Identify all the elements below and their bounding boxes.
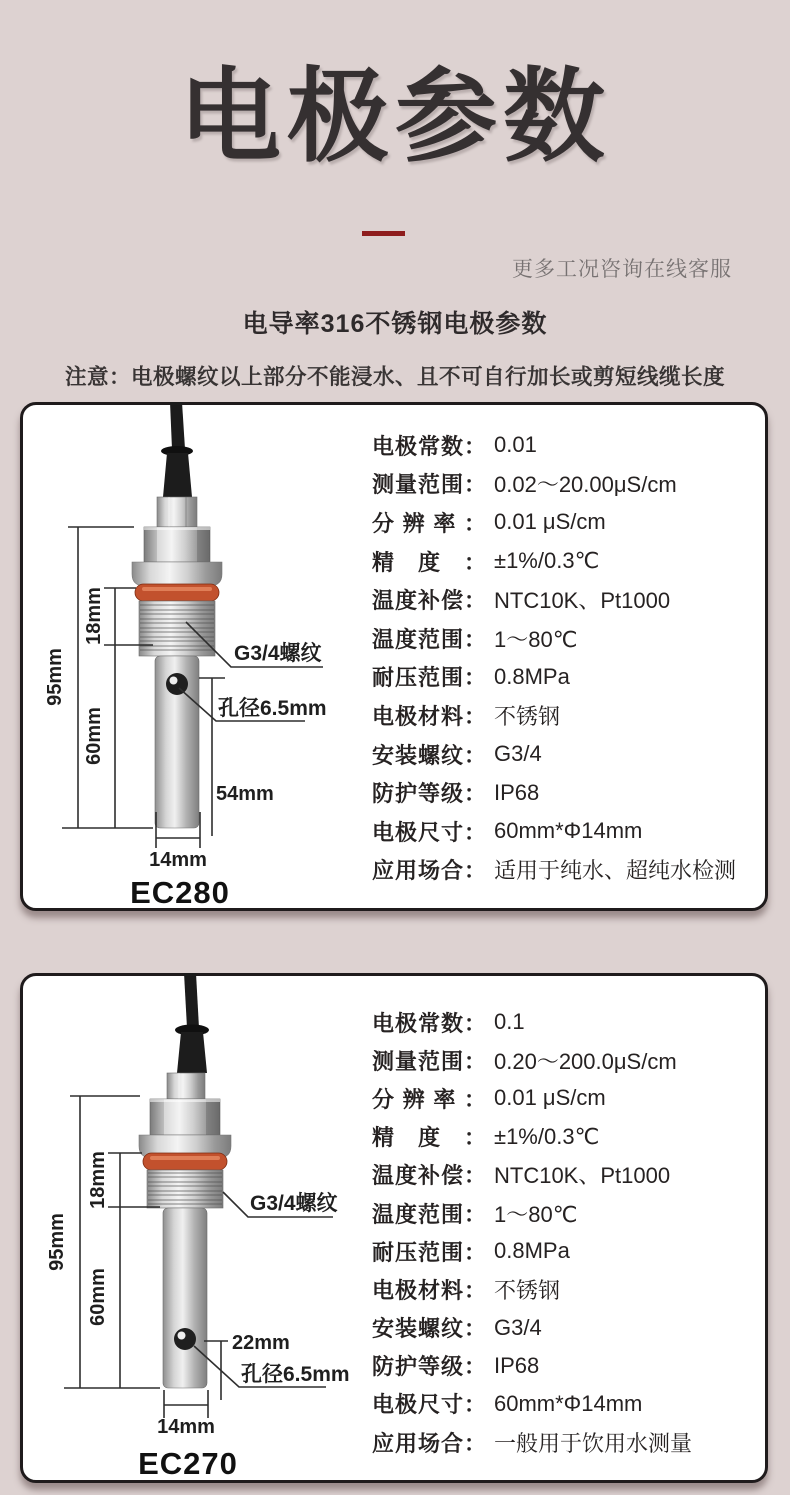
upper-hex	[157, 497, 197, 527]
warning-text: 注意：电极螺纹以上部分不能浸水、且不可自行加长或剪短线缆长度	[64, 365, 725, 389]
model-label: EC270	[138, 1446, 238, 1481]
spec-label: 电极常数：	[372, 1010, 486, 1036]
electrode-photo-ec280	[132, 402, 222, 828]
spec-value: ±1%/0.3℃	[494, 1123, 600, 1149]
strain-relief-boot	[163, 453, 192, 497]
spec-row	[372, 1118, 692, 1156]
spec-row	[372, 1270, 692, 1308]
spec-row	[372, 812, 736, 851]
spec-label: 测量范围：	[372, 1048, 486, 1074]
spec-value: 0.01 μS/cm	[494, 1085, 606, 1111]
spec-value: 1～80℃	[494, 626, 578, 652]
spec-value: 一般用于饮用水测量	[494, 1430, 693, 1456]
probe-body	[163, 1208, 207, 1388]
thread-section	[147, 1170, 223, 1208]
spec-row	[372, 735, 736, 774]
spec-label: 分辨率：	[372, 1086, 486, 1112]
spec-list-ec280	[372, 426, 736, 889]
product-card-ec280	[20, 402, 768, 911]
spec-row	[372, 696, 736, 735]
spec-label: 耐压范围：	[372, 665, 486, 691]
spec-value: 60mm*Φ14mm	[494, 818, 643, 844]
spec-row	[372, 503, 736, 542]
dim-95mm: 95mm	[46, 1213, 68, 1271]
spec-label: 电极常数：	[372, 433, 486, 459]
title-underline-dash	[362, 231, 405, 236]
hole-label: 孔径6.5mm	[218, 697, 327, 720]
spec-row	[372, 773, 736, 812]
dim-18mm: 18mm	[87, 1151, 109, 1209]
thread-label: G3/4螺纹	[234, 642, 322, 665]
spec-label: 测量范围：	[372, 472, 486, 498]
probe-hole	[166, 673, 188, 695]
spec-value: G3/4	[494, 1314, 542, 1340]
spec-row	[372, 1423, 692, 1461]
spec-list-ec270	[372, 1003, 692, 1461]
model-label: EC280	[130, 875, 230, 910]
spec-label: 耐压范围：	[372, 1239, 486, 1265]
spec-label: 精度：	[372, 1125, 486, 1151]
dim-54mm: 54mm	[216, 783, 274, 805]
subtitle: 电导率316不锈钢电极参数	[242, 310, 548, 338]
o-ring	[143, 1153, 227, 1170]
spec-value: 0.02～20.00μS/cm	[494, 472, 677, 498]
spec-row	[372, 619, 736, 658]
spec-value: 不锈钢	[494, 703, 561, 729]
spec-row	[372, 1156, 692, 1194]
spec-label: 分辨率：	[372, 510, 486, 536]
dim-95mm: 95mm	[44, 648, 66, 706]
upper-neck	[167, 1073, 205, 1099]
cable	[184, 973, 199, 1028]
probe-hole	[174, 1328, 196, 1350]
spec-label: 电极材料：	[372, 703, 486, 729]
o-ring	[135, 584, 219, 601]
dim-18mm: 18mm	[83, 587, 105, 645]
dim-60mm: 60mm	[83, 707, 105, 765]
spec-label: 温度范围：	[372, 1201, 486, 1227]
spec-row	[372, 1041, 692, 1079]
spec-label: 防护等级：	[372, 1354, 486, 1380]
spec-label: 电极尺寸：	[372, 1392, 486, 1418]
spec-label: 电极尺寸：	[372, 819, 486, 845]
spec-value: ±1%/0.3℃	[494, 548, 600, 574]
spec-value: 0.20～200.0μS/cm	[494, 1048, 677, 1074]
spec-row	[372, 1232, 692, 1270]
hole-label: 孔径6.5mm	[241, 1363, 350, 1386]
flange	[132, 562, 222, 586]
spec-label: 温度补偿：	[372, 1163, 486, 1189]
electrode-photo-ec270	[139, 973, 231, 1388]
dim-22mm: 22mm	[232, 1332, 290, 1354]
spec-value: 0.01	[494, 432, 537, 458]
spec-label: 精度：	[372, 549, 486, 575]
spec-row	[372, 1385, 692, 1423]
spec-row	[372, 542, 736, 581]
spec-label: 电极材料：	[372, 1277, 486, 1303]
spec-label: 温度范围：	[372, 626, 486, 652]
spec-row	[372, 1079, 692, 1117]
spec-label: 应用场合：	[372, 1430, 486, 1456]
service-note: 更多工况咨询在线客服	[512, 258, 732, 281]
spec-value: 0.8MPa	[494, 1238, 570, 1264]
spec-row	[372, 1003, 692, 1041]
spec-value: 0.01 μS/cm	[494, 509, 606, 535]
dim-60mm: 60mm	[87, 1268, 109, 1326]
spec-label: 防护等级：	[372, 781, 486, 807]
spec-value: 0.1	[494, 1009, 525, 1035]
spec-value: 60mm*Φ14mm	[494, 1390, 643, 1416]
strain-relief-boot	[177, 1032, 207, 1073]
spec-row	[372, 580, 736, 619]
spec-label: 温度补偿：	[372, 588, 486, 614]
cable	[170, 402, 185, 449]
product-card-ec270	[20, 973, 768, 1483]
spec-value: IP68	[494, 1352, 540, 1378]
dim-14mm: 14mm	[149, 849, 207, 871]
spec-row	[372, 851, 736, 890]
spec-label: 安装螺纹：	[372, 742, 486, 768]
spec-value: G3/4	[494, 741, 542, 767]
dim-14mm: 14mm	[157, 1416, 215, 1438]
spec-row	[372, 1194, 692, 1232]
spec-row	[372, 1347, 692, 1385]
spec-value: 适用于纯水、超纯水检测	[494, 858, 737, 884]
thread-label: G3/4螺纹	[250, 1192, 338, 1215]
spec-row	[372, 426, 736, 465]
page-title: 电极参数	[179, 60, 611, 174]
spec-row	[372, 658, 736, 697]
spec-value: 1～80℃	[494, 1201, 578, 1227]
spec-row	[372, 1309, 692, 1347]
spec-row	[372, 465, 736, 504]
spec-value: NTC10K、Pt1000	[494, 1163, 671, 1189]
spec-label: 安装螺纹：	[372, 1316, 486, 1342]
spec-value: 不锈钢	[494, 1277, 561, 1303]
spec-value: 0.8MPa	[494, 663, 570, 689]
spec-value: IP68	[494, 779, 540, 805]
spec-value: NTC10K、Pt1000	[494, 588, 671, 614]
spec-label: 应用场合：	[372, 858, 486, 884]
